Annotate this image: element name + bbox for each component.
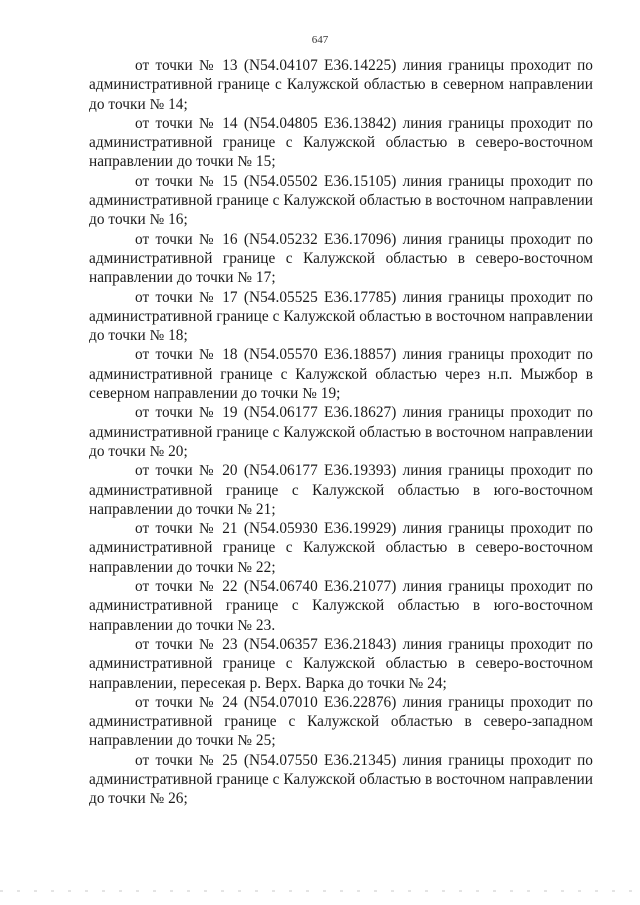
paragraph-point-14: от точки № 14 (N54.04805 E36.13842) линия границы проходит по административной границе с Калужской областью в северо-восточном направлении до точки № 15; (89, 114, 593, 171)
paragraph-point-16: от точки № 16 (N54.05232 E36.17096) линия границы проходит по административной границе с Калужской областью в северо-восточном направлении до точки № 17; (89, 230, 593, 287)
paragraph-point-19: от точки № 19 (N54.06177 E36.18627) линия границы проходит по административной границе с Калужской областью в восточном направлении до точки № 20; (89, 404, 593, 460)
scan-artifact-line (0, 890, 640, 892)
paragraph-point-13: от точки № 13 (N54.04107 E36.14225) линия границы проходит по административной границе с Калужской областью в северном направлении до точки № 14; (89, 57, 593, 113)
page-number: 647 (311, 34, 329, 46)
document-body (89, 56, 593, 809)
paragraph-point-17: от точки № 17 (N54.05525 E36.17785) линия границы проходит по административной границе с Калужской областью в восточном направлении до точки № 18; (89, 288, 593, 345)
paragraph-point-22: от точки № 22 (N54.06740 E36.21077) линия границы проходит по административной границе с Калужской областью в юго-восточном направлении до точки № 23. (89, 578, 593, 634)
paragraph-point-24: от точки № 24 (N54.07010 E36.22876) линия границы проходит по административной границе с Калужской областью в северо-западном направлении до точки № 25; (89, 693, 593, 750)
paragraph-point-18: от точки № 18 (N54.05570 E36.18857) линия границы проходит по административной границе с Калужской областью через н.п. Мыжбор в северном направлении до точки № 19; (89, 346, 593, 403)
paragraph-point-20: от точки № 20 (N54.06177 E36.19393) линия границы проходит по административной границе с Калужской областью в юго-восточном направлении до точки № 21; (89, 462, 593, 518)
paragraph-point-23: от точки № 23 (N54.06357 E36.21843) линия границы проходит по административной границе с Калужской областью в северо-восточном направлении, пересекая р. Верх. Варка до точки № 24; (89, 635, 593, 692)
paragraph-point-21: от точки № 21 (N54.05930 E36.19929) линия границы проходит по административной границе с Калужской областью в северо-восточном направлении до точки № 22; (89, 520, 593, 576)
paragraph-point-15: от точки № 15 (N54.05502 E36.15105) линия границы проходит по административной границе с Калужской областью в восточном направлении до точки № 16; (89, 172, 593, 229)
paragraph-point-25: от точки № 25 (N54.07550 E36.21345) линия границы проходит по административной границе с Калужской областью в восточном направлении до точки № 26; (89, 751, 593, 808)
